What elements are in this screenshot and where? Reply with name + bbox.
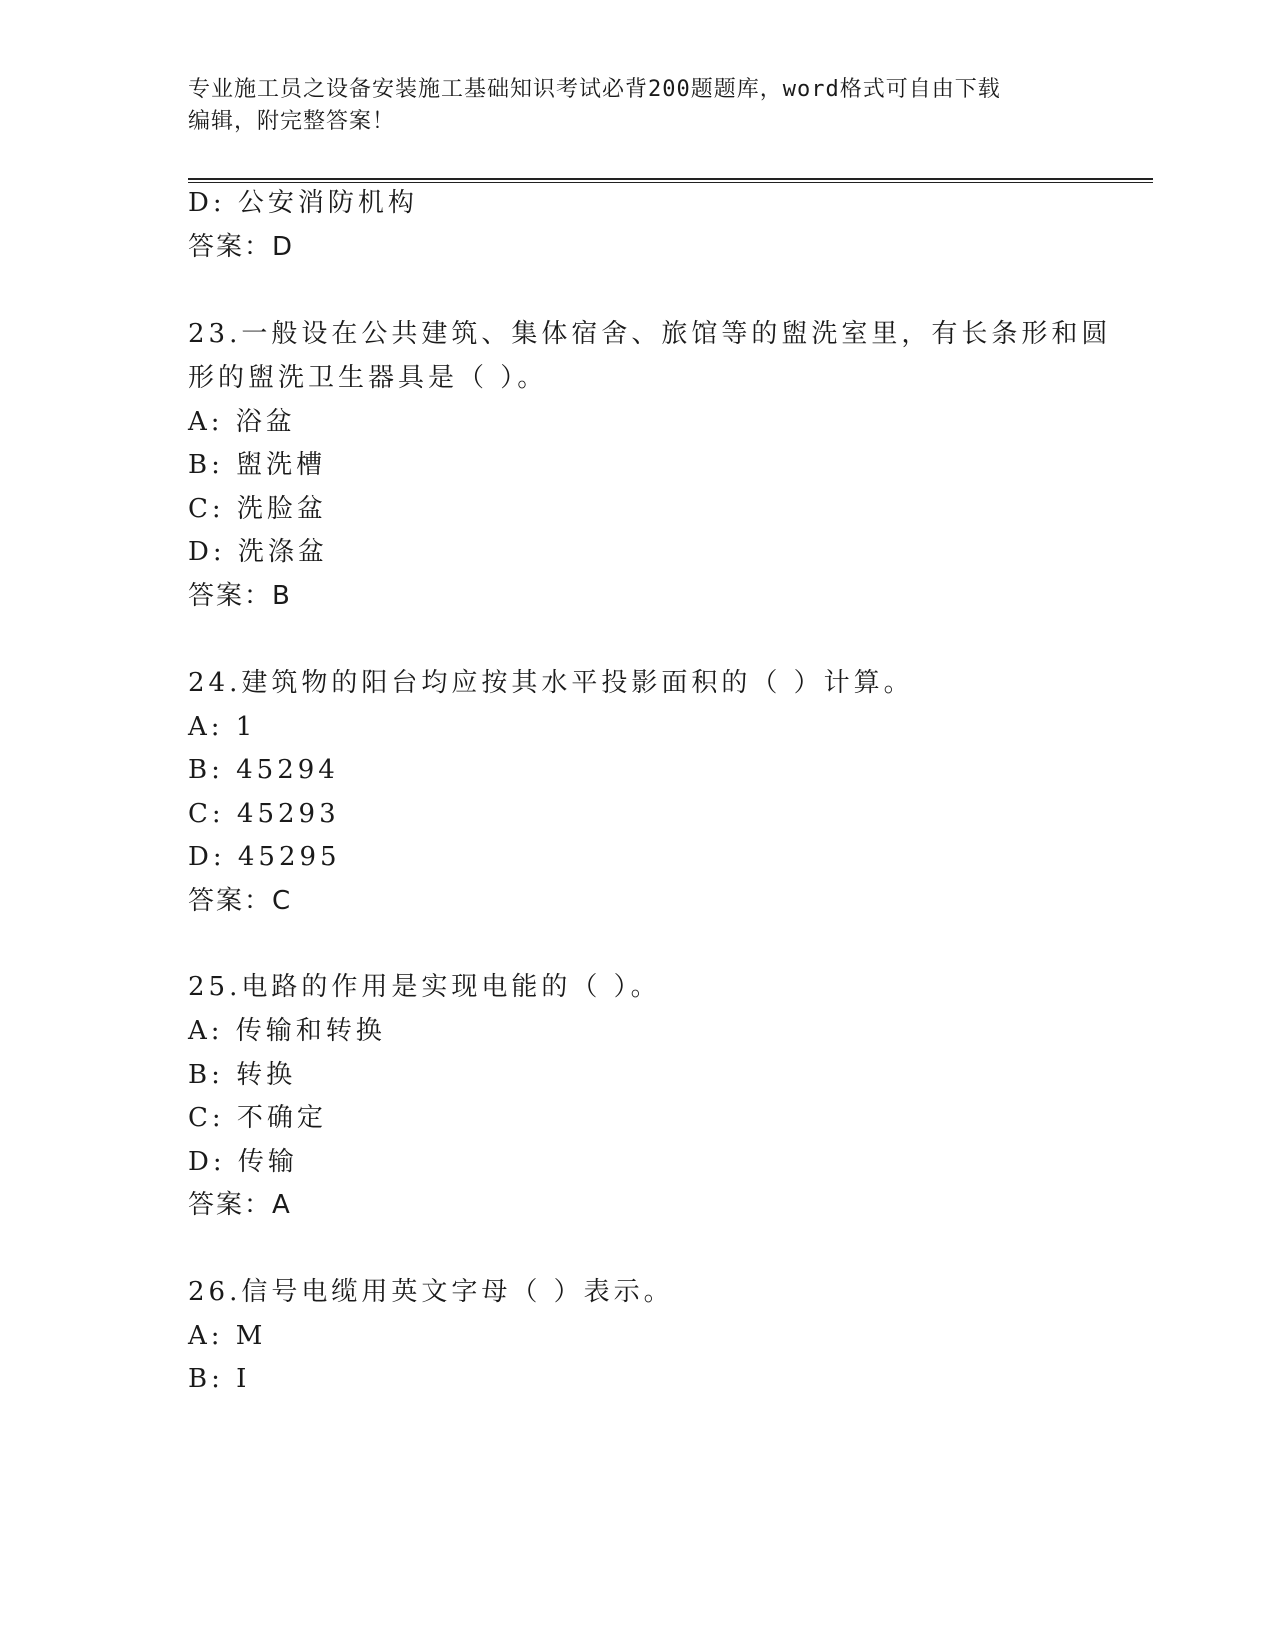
q23-option-b: B: 盥洗槽 <box>188 450 327 480</box>
q25-option-b: B: 转换 <box>188 1060 297 1090</box>
q23-option-a: A: 浴盆 <box>188 407 296 437</box>
q24-option-b: B: 45294 <box>188 755 339 785</box>
q24-option-a: A: 1 <box>188 712 257 742</box>
header-rule-thick <box>188 178 1153 180</box>
header-line-2: 编辑，附完整答案！ <box>188 109 396 134</box>
header-rule-thin <box>188 182 1153 183</box>
q23-option-c: C: 洗脸盆 <box>188 494 327 524</box>
prev-answer: 答案：D <box>188 232 295 262</box>
q24-answer: 答案：C <box>188 886 293 916</box>
document-header <box>188 74 1088 138</box>
q25-stem-line-1: 25.电路的作用是实现电能的（ ）。 <box>188 972 661 1002</box>
q24-stem-line-1: 24.建筑物的阳台均应按其水平投影面积的（ ）计算。 <box>188 668 914 698</box>
q25-answer: 答案：A <box>188 1190 292 1220</box>
q24-option-d: D: 45295 <box>188 842 341 872</box>
q23-option-d: D: 洗涤盆 <box>188 537 328 567</box>
q25-option-c: C: 不确定 <box>188 1103 327 1133</box>
q23-stem-line-2: 形的盥洗卫生器具是（ ）。 <box>188 363 548 393</box>
q23-answer: 答案：B <box>188 581 292 611</box>
q26-stem-line-1: 26.信号电缆用英文字母（ ）表示。 <box>188 1277 674 1307</box>
q26-option-b: B: I <box>188 1364 251 1394</box>
q25-option-a: A: 传输和转换 <box>188 1016 386 1046</box>
q25-option-d: D: 传输 <box>188 1147 298 1177</box>
header-line-1: 专业施工员之设备安装施工基础知识考试必背200题题库，word格式可自由下载 <box>188 77 1001 102</box>
q23-stem-line-1: 23.一般设在公共建筑、集体宿舍、旅馆等的盥洗室里，有长条形和圆 <box>188 319 1112 349</box>
prev-option-d: D: 公安消防机构 <box>188 188 418 218</box>
q24-option-c: C: 45293 <box>188 799 340 829</box>
q26-option-a: A: M <box>188 1321 267 1351</box>
